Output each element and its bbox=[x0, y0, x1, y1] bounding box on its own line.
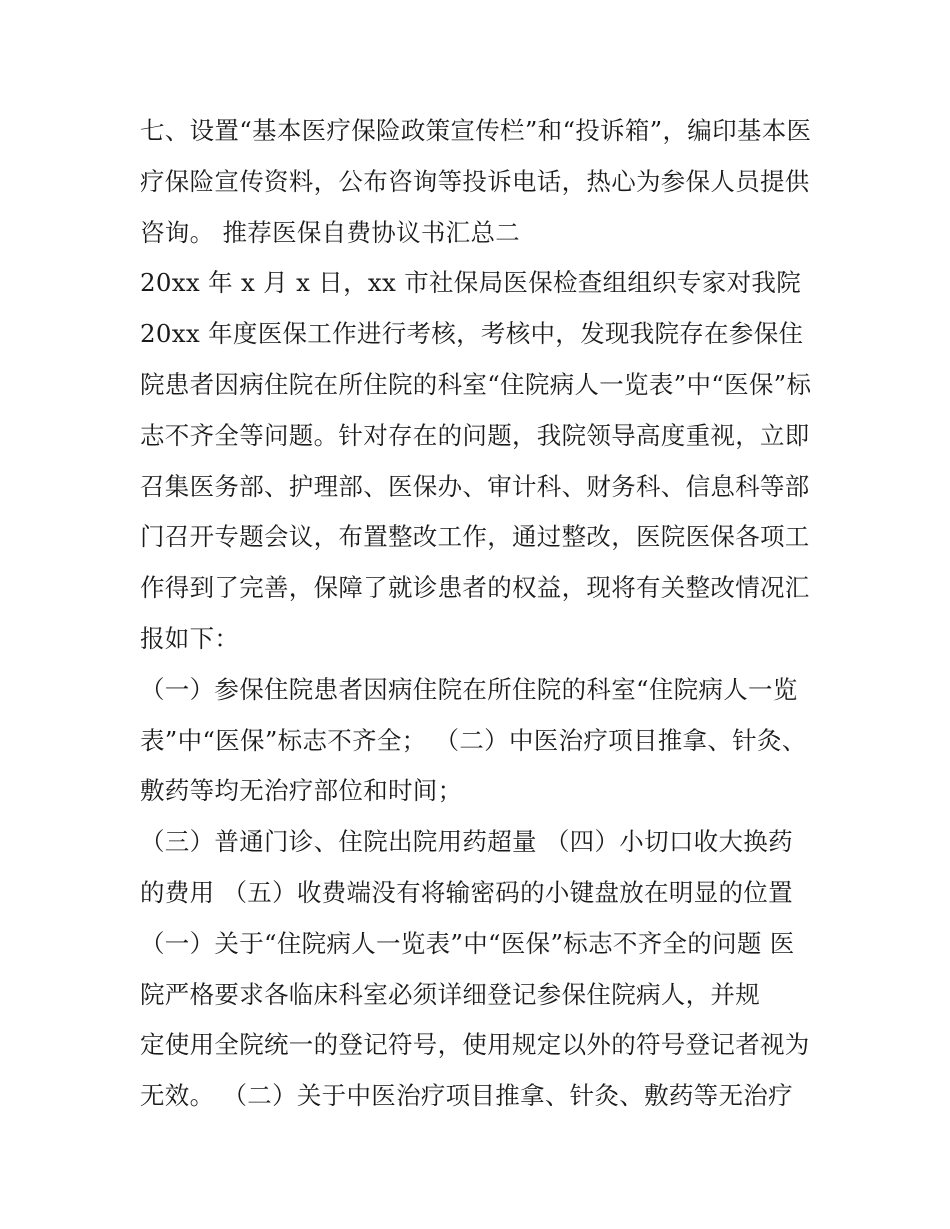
text-line-5: 20xx 年度医保工作进行考核，考核中，发现我院存在参保住 bbox=[140, 319, 804, 349]
text-line-2: 疗保险宣传资料，公布咨询等投诉电话，热心为参保人员提供 bbox=[140, 166, 810, 196]
text-line-12: （一）参保住院患者因病住院在所住院的科室“住院病人一览 bbox=[140, 674, 798, 704]
text-line-6: 院患者因病住院在所住院的科室“住院病人一览表”中“医保”标 bbox=[140, 369, 812, 399]
text-line-10: 作得到了完善，保障了就诊患者的权益，现将有关整改情况汇 bbox=[140, 573, 810, 603]
text-line-7: 志不齐全等问题。针对存在的问题，我院领导高度重视，立即 bbox=[140, 420, 810, 450]
text-line-14: 敷药等均无治疗部位和时间； bbox=[140, 776, 463, 806]
text-line-4: 20xx 年 x 月 x 日，xx 市社保局医保检查组组织专家对我院 bbox=[140, 268, 802, 298]
text-line-1: 七、设置“基本医疗保险政策宣传栏”和“投诉箱”，编印基本医 bbox=[140, 116, 812, 145]
text-line-15: （三）普通门诊、住院出院用药超量 （四）小切口收大换药 bbox=[140, 827, 793, 857]
text-line-13: 表”中“医保”标志不齐全； （二）中医治疗项目推拿、针灸、 bbox=[140, 725, 807, 755]
document-body bbox=[140, 106, 820, 1122]
text-line-16: 的费用 （五）收费端没有将输密码的小键盘放在明显的位置 bbox=[140, 877, 793, 907]
text-line-3: 咨询。 推荐医保自费协议书汇总二 bbox=[140, 217, 521, 247]
text-line-20: 无效。 （二）关于中医治疗项目推拿、针灸、敷药等无治疗 bbox=[140, 1081, 793, 1111]
text-line-18: 院严格要求各临床科室必须详细登记参保住院病人，并规 bbox=[140, 979, 760, 1009]
text-line-9: 门召开专题会议，布置整改工作，通过整改，医院医保各项工 bbox=[140, 522, 810, 552]
text-line-11: 报如下： bbox=[140, 623, 240, 653]
text-line-17: （一）关于“住院病人一览表”中“医保”标志不齐全的问题 医 bbox=[140, 928, 795, 958]
text-line-8: 召集医务部、护理部、医保办、审计科、财务科、信息科等部 bbox=[140, 471, 810, 501]
text-line-19: 定使用全院统一的登记符号，使用规定以外的符号登记者视为 bbox=[140, 1030, 810, 1060]
